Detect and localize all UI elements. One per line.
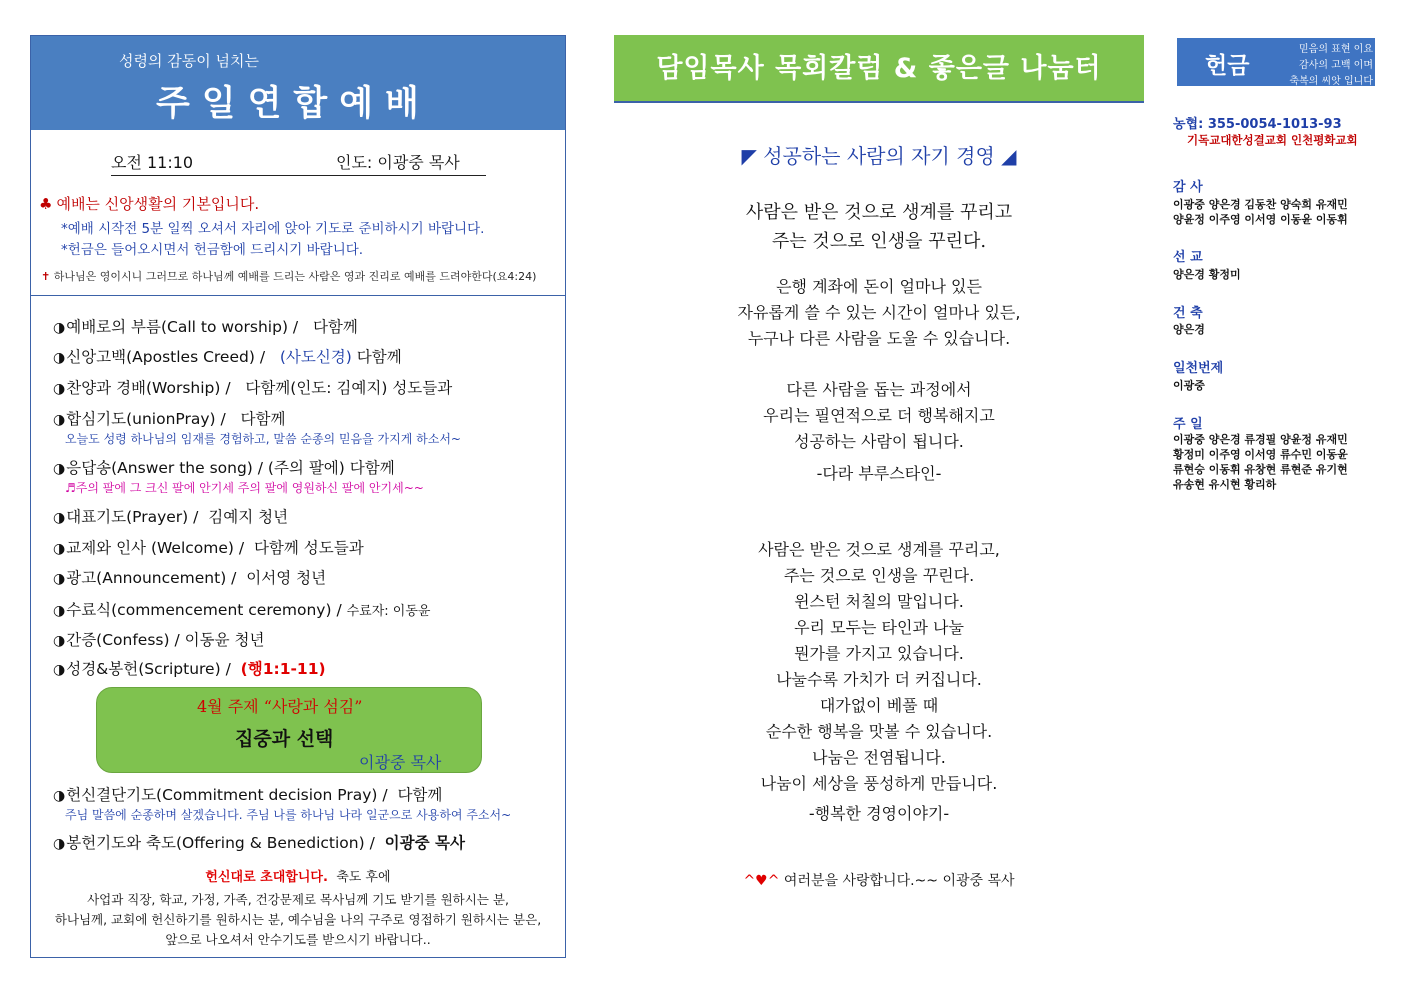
heart-icon: ^♥^ bbox=[743, 873, 780, 889]
column-line: 성공하는 사람이 됩니다. bbox=[794, 432, 964, 451]
category-building: 건 축 bbox=[1173, 306, 1203, 321]
service-leader: 인도: 이광중 목사 bbox=[336, 153, 460, 172]
worship-header bbox=[31, 36, 565, 130]
church-name: 기독교대한성결교회 인천평화교회 bbox=[1187, 133, 1358, 147]
divider bbox=[31, 295, 565, 296]
order-item: ◑합심기도(unionPray) / 다함께 bbox=[53, 410, 286, 428]
order-item: ◑광고(Announcement) / 이서영 청년 bbox=[53, 569, 327, 587]
offering-line: 감사의 고백 이며 bbox=[1299, 60, 1373, 71]
names-line: 양은경 bbox=[1173, 323, 1205, 336]
column-line: 순수한 행복을 맛볼 수 있습니다. bbox=[765, 722, 993, 741]
names-line: 황정미 이주영 이서영 류수민 이동윤 bbox=[1173, 448, 1348, 461]
offering-title: 헌금 bbox=[1205, 53, 1250, 79]
invitation-heading: 헌신대로 초대합니다. 축도 후에 bbox=[205, 870, 391, 885]
half-circle-icon: ◑ bbox=[53, 603, 66, 619]
column-line: 다른 사람을 돕는 과정에서 bbox=[786, 380, 972, 399]
header-title: 주일연합예배 bbox=[156, 84, 431, 124]
names-line: 양은경 황정미 bbox=[1173, 268, 1241, 281]
half-circle-icon: ◑ bbox=[53, 662, 66, 678]
answer-song-note: ♬주의 팔에 그 크신 팔에 안기세 주의 팔에 영원하신 팔에 안기세~~ bbox=[65, 481, 424, 495]
column-line: 나눔이 세상을 풍성하게 만듭니다. bbox=[760, 774, 998, 793]
worship-order-panel bbox=[30, 35, 566, 958]
notice-line-1: *예배 시작전 5분 일찍 오셔서 자리에 앉아 기도로 준비하시기 바랍니다. bbox=[61, 221, 485, 237]
column-line: 대가없이 베풀 때 bbox=[819, 696, 939, 715]
names-line: 이광중 bbox=[1173, 379, 1205, 392]
column-line: 윈스턴 처칠의 말입니다. bbox=[794, 592, 964, 611]
half-circle-icon: ◑ bbox=[53, 320, 66, 336]
names-line: 류현승 이동휘 유창현 류현준 유기현 bbox=[1173, 463, 1348, 476]
half-circle-icon: ◑ bbox=[53, 541, 66, 557]
bank-account: 농협: 355-0054-1013-93 bbox=[1173, 117, 1342, 132]
half-circle-icon: ◑ bbox=[53, 381, 66, 397]
half-circle-icon: ◑ bbox=[53, 836, 66, 852]
column-line: 자유롭게 쓸 수 있는 시간이 얼마나 있든, bbox=[737, 303, 1021, 322]
offering-line: 축복의 씨앗 입니다 bbox=[1289, 76, 1373, 87]
names-line: 이광중 양은경 김동찬 양숙희 유재민 bbox=[1173, 198, 1348, 211]
column-line: 나눌수록 가치가 더 커집니다. bbox=[776, 670, 982, 689]
category-thanks: 감 사 bbox=[1173, 180, 1203, 195]
sermon-title: 집중과 선택 bbox=[235, 728, 334, 750]
monthly-theme-box bbox=[96, 687, 482, 773]
bible-verse: ✝ 하나님은 영이시니 그러므로 하나님께 예배를 드리는 사람은 영과 진리로 예배를 드려야한다(요4:24) bbox=[41, 270, 537, 283]
notice-heading: ♣ 예배는 신앙생활의 기본입니다. bbox=[39, 195, 260, 213]
column-line: 뭔가를 가지고 있습니다. bbox=[794, 644, 964, 663]
column-source: -다라 부루스타인- bbox=[816, 464, 942, 483]
category-thousand: 일천번제 bbox=[1173, 361, 1224, 376]
half-circle-icon: ◑ bbox=[53, 350, 66, 366]
column-title: ◤ 성공하는 사람의 자기 경영 ◢ bbox=[741, 144, 1017, 168]
half-circle-icon: ◑ bbox=[53, 571, 66, 587]
pastor-signature: ^♥^ 여러분을 사랑합니다.~~ 이광중 목사 bbox=[743, 873, 1015, 889]
column-line: 나눔은 전염됩니다. bbox=[812, 748, 946, 767]
service-time: 오전 11:10 bbox=[111, 153, 194, 172]
order-item: ◑예배로의 부름(Call to worship) / 다함께 bbox=[53, 318, 358, 336]
order-item: ◑교제와 인사 (Welcome) / 다함께 성도들과 bbox=[53, 539, 364, 557]
column-line: 주는 것으로 인생을 꾸린다. bbox=[783, 566, 975, 585]
time-leader-line bbox=[111, 146, 486, 176]
column-header: 담임목사 목회칼럼 & 좋은글 나눔터 bbox=[614, 35, 1144, 103]
names-line: 유송현 유시현 황리하 bbox=[1173, 478, 1277, 491]
column-source: -행복한 경영이야기- bbox=[808, 804, 950, 823]
invitation-line-3: 앞으로 나오셔서 안수기도를 받으시기 바랍니다.. bbox=[165, 932, 431, 947]
offering-box bbox=[1177, 38, 1375, 86]
order-item: ◑성경&봉헌(Scripture) / (행1:1-11) bbox=[53, 660, 326, 678]
category-mission: 선 교 bbox=[1173, 250, 1203, 265]
order-item: ◑신앙고백(Apostles Creed) / (사도신경) 다함께 bbox=[53, 348, 402, 366]
theme-month: 4월 주제 “사랑과 섬김” bbox=[197, 697, 363, 716]
invitation-line-2: 하나님께, 교회에 헌신하기를 원하시는 분, 예수님을 나의 구주로 영접하기 원하시는 분은, bbox=[54, 912, 542, 927]
column-line: 누구나 다른 사람을 도울 수 있습니다. bbox=[747, 329, 1011, 348]
invitation-line-1: 사업과 직장, 학교, 가정, 가족, 건강문제로 목사님께 기도 받기를 원하시는 분, bbox=[87, 892, 509, 907]
offering-line: 믿음의 표현 이요 bbox=[1299, 44, 1373, 55]
commitment-note: 주님 말씀에 순종하며 살겠습니다. 주님 나를 하나님 나라 일군으로 사용하여 주소서~ bbox=[65, 808, 512, 822]
order-item: ◑대표기도(Prayer) / 김예지 청년 bbox=[53, 508, 289, 526]
notice-line-2: *헌금은 들어오시면서 헌금함에 드리시기 바랍니다. bbox=[61, 242, 364, 258]
names-line: 이광중 양은경 류경필 양윤정 유재민 bbox=[1173, 433, 1348, 446]
column-line: 우리는 필연적으로 더 행복해지고 bbox=[763, 406, 995, 425]
column-line: 주는 것으로 인생을 꾸린다. bbox=[771, 231, 987, 252]
order-item: ◑헌신결단기도(Commitment decision Pray) / 다함께 bbox=[53, 786, 443, 804]
names-line: 양윤정 이주영 이서영 이동윤 이동휘 bbox=[1173, 213, 1348, 226]
half-circle-icon: ◑ bbox=[53, 510, 66, 526]
category-sunday: 주 일 bbox=[1173, 417, 1203, 432]
column-line: 사람은 받은 것으로 생계를 꾸리고, bbox=[758, 540, 1000, 559]
order-item: ◑수료식(commencement ceremony) / 수료자: 이동윤 bbox=[53, 601, 431, 619]
column-line: 은행 계좌에 돈이 얼마나 있든 bbox=[776, 277, 982, 296]
order-item: ◑간증(Confess) / 이동윤 청년 bbox=[53, 631, 265, 649]
order-item: ◑봉헌기도와 축도(Offering & Benediction) / 이광중 목사 bbox=[53, 834, 465, 852]
half-circle-icon: ◑ bbox=[53, 461, 66, 477]
union-pray-note: 오늘도 성령 하나님의 임재를 경험하고, 말씀 순종의 믿음을 가지게 하소서~ bbox=[65, 432, 461, 446]
half-circle-icon: ◑ bbox=[53, 788, 66, 804]
order-item: ◑응답송(Answer the song) / (주의 팔에) 다함께 bbox=[53, 459, 395, 477]
club-icon: ♣ bbox=[39, 195, 53, 213]
preacher: 이광중 목사 bbox=[359, 753, 442, 772]
header-subtitle: 성령의 감동이 넘치는 bbox=[119, 52, 259, 70]
column-line: 사람은 받은 것으로 생계를 꾸리고 bbox=[745, 202, 1013, 223]
half-circle-icon: ◑ bbox=[53, 412, 66, 428]
half-circle-icon: ◑ bbox=[53, 633, 66, 649]
cross-icon: ✝ bbox=[41, 270, 51, 283]
column-line: 우리 모두는 타인과 나눌 bbox=[794, 618, 964, 637]
order-item: ◑찬양과 경배(Worship) / 다함께(인도: 김예지) 성도들과 bbox=[53, 379, 453, 397]
